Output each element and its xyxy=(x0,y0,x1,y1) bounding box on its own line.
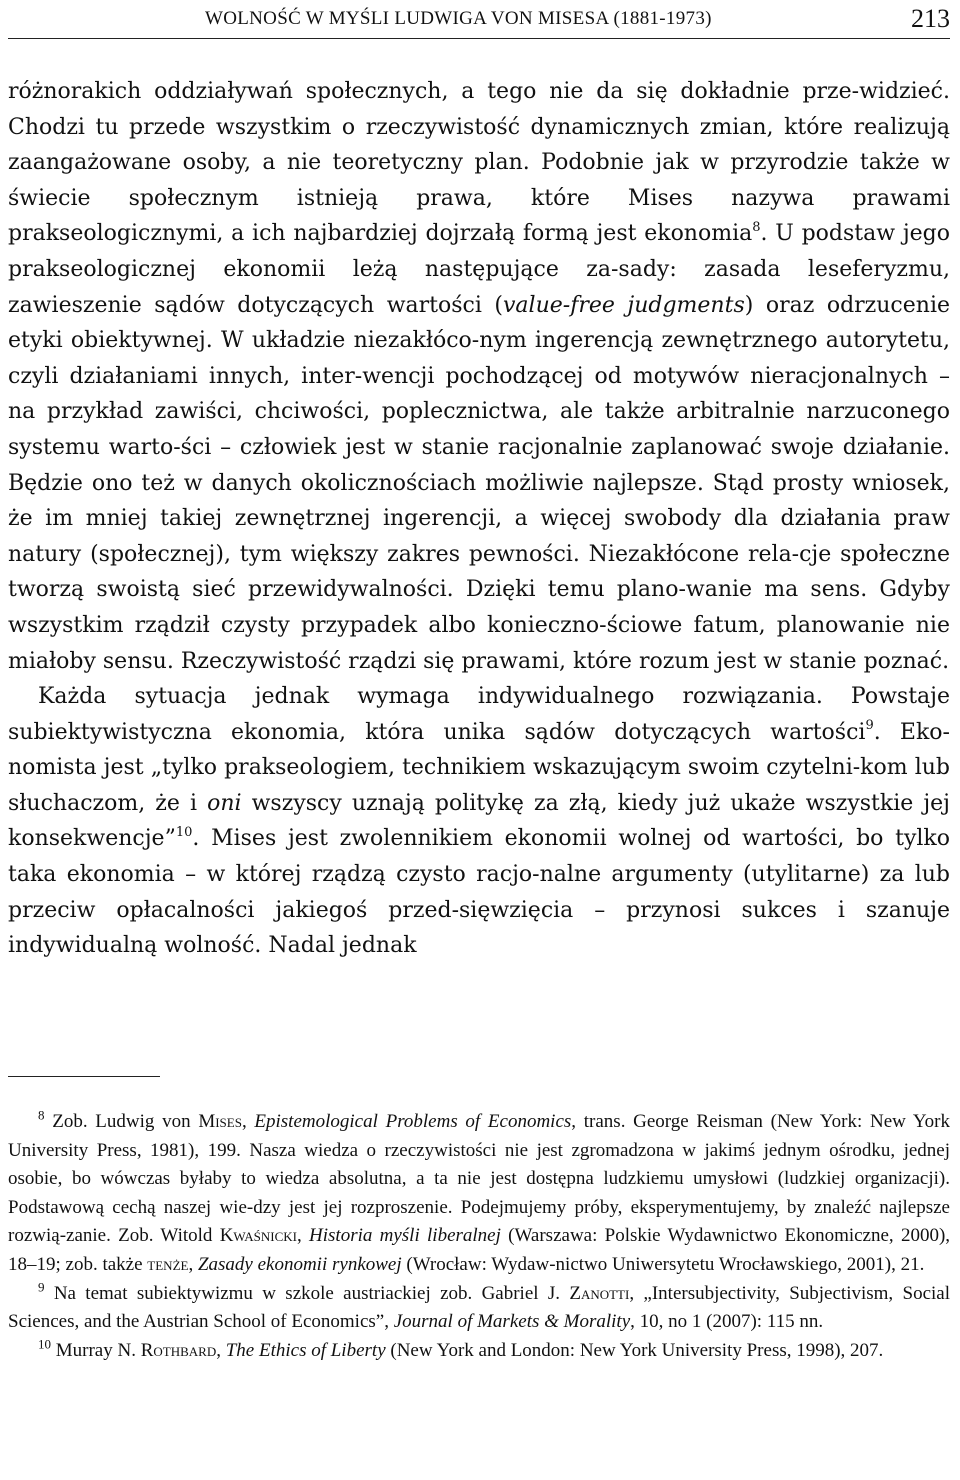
paragraph-1: różnorakich oddziaływań społecznych, a tego nie da się dokładnie prze-widzieć. Chodzi tu przede wszystkim o rzeczywistość dynamicznych zmian, które realizują zaangażowane osoby, a nie teoretyczny plan. Podobnie jak w przyrodzie także w świecie społecznym istnieją prawa, które Mises nazywa prawami prakseologicznymi, a ich najbardziej dojrzałą formą jest ekonomia$^8$. U podstaw jego prakseologicznej ekonomii leżą następujące za-sady: zasada leseferyzmu, zawieszenie sądów dotyczących wartości (value-free judgments) oraz odrzucenie etyki obiektywnej. W układzie niezakłóco-nym ingerencją zewnętrznego autorytetu, czyli działaniami innych, inter-wencji pochodzącej od motywów nieracjonalnych – na przykład zawiści, chciwości, poplecznictwa, ale także arbitralnie narzuconego systemu warto-ści – człowiek jest w stanie racjonalnie zaplanować swoje działanie. Będzie ono też w danych okolicznościach możliwie najlepsze. Stąd prosty wniosek, że im mniej takiej zewnętrznej ingerencji, a więcej swobody dla działania praw natury (społecznej), tym większy zakres pewności. Niezakłócone rela-cje społeczne tworzą swoistą sieć przewidywalności. Dzięki temu plano-wanie ma sens. Gdyby wszystkim rządził czysty przypadek albo konieczno-ściowe fatum, planowanie nie miałoby sensu. Rzeczywistość rządzi się prawami, które rozum jest w stanie poznać. xyxy=(8,79,951,674)
footnote-ref-8[interactable]: 8 xyxy=(752,220,761,236)
running-header xyxy=(205,4,950,34)
body-text xyxy=(8,74,950,964)
header-rule xyxy=(8,38,950,39)
page-number: 213 xyxy=(911,4,950,33)
footnote-ref-9[interactable]: 9 xyxy=(865,718,874,734)
running-title: WOLNOŚĆ W MYŚLI LUDWIGA VON MISESA (1881-1973) xyxy=(205,8,712,29)
footnote-separator xyxy=(8,1076,160,1077)
footnote-ref-10[interactable]: 10 xyxy=(175,825,193,841)
footnote-9: $^9$ Na temat subiektywizmu w szkole austriackiej zob. Gabriel J. Zanotti, „Intersubjectivity, Subjectivism, Social Sciences, and the Austrian School of Economics”, Journal of Markets & Morality, 10, no 1 (2007): 115 nn. xyxy=(8,1279,950,1333)
footnote-10: $^{10}$ Murray N. Rothbard, The Ethics of Liberty (New York and London: New York University Press, 1998), 207. xyxy=(38,1336,884,1361)
footnotes xyxy=(8,1108,950,1365)
paragraph-2: Każda sytuacja jednak wymaga indywidualnego rozwiązania. Powstaje subiektywistyczna ekonomia, która unika sądów dotyczących wartości$^9$. Eko-nomista jest „tylko prakseologiem, technikiem wskazującym swoim czytelni-kom lub słuchaczom, że i oni wszyscy uznają politykę za złą, kiedy już ukaże wszystkie jej konsekwencje”$^{10}$. Mises jest zwolennikiem ekonomii wolnej od wartości, bo tylko taka ekonomia – w której rządzą czysto racjo-nalne argumenty (utylitarne) za lub przeciw opłacalności jakiegoś przed-sięwzięcia – przynosi sukces i szanuje indywidualną wolność. Nadal jednak xyxy=(8,684,950,959)
footnote-8: $^8$ Zob. Ludwig von Mises, Epistemological Problems of Economics, trans. George Reisman (New York: New York University Press, 1981), 199. Nasza wiedza o rzeczywistości nie jest zgromadzona w jakimś jednym ośrodku, jednej osobie, bo wówczas byłaby to wiedza absolutna, a ta nie jest dostępna ludzkiemu umysłowi (ludzkiej organizacji). Podstawową cechą naszej wie-dzy jest jej rozproszenie. Podejmujemy próby, eksperymentujemy, by znaleźć najlepsze rozwią-zanie. Zob. Witold Kwaśnicki, Historia myśli liberalnej (Warszawa: Polskie Wydawnictwo Ekonomiczne, 2000), 18–19; zob. także tenże, Zasady ekonomii rynkowej (Wrocław: Wydaw-nictwo Uniwersytetu Wrocławskiego, 2001), 21. xyxy=(8,1107,951,1275)
